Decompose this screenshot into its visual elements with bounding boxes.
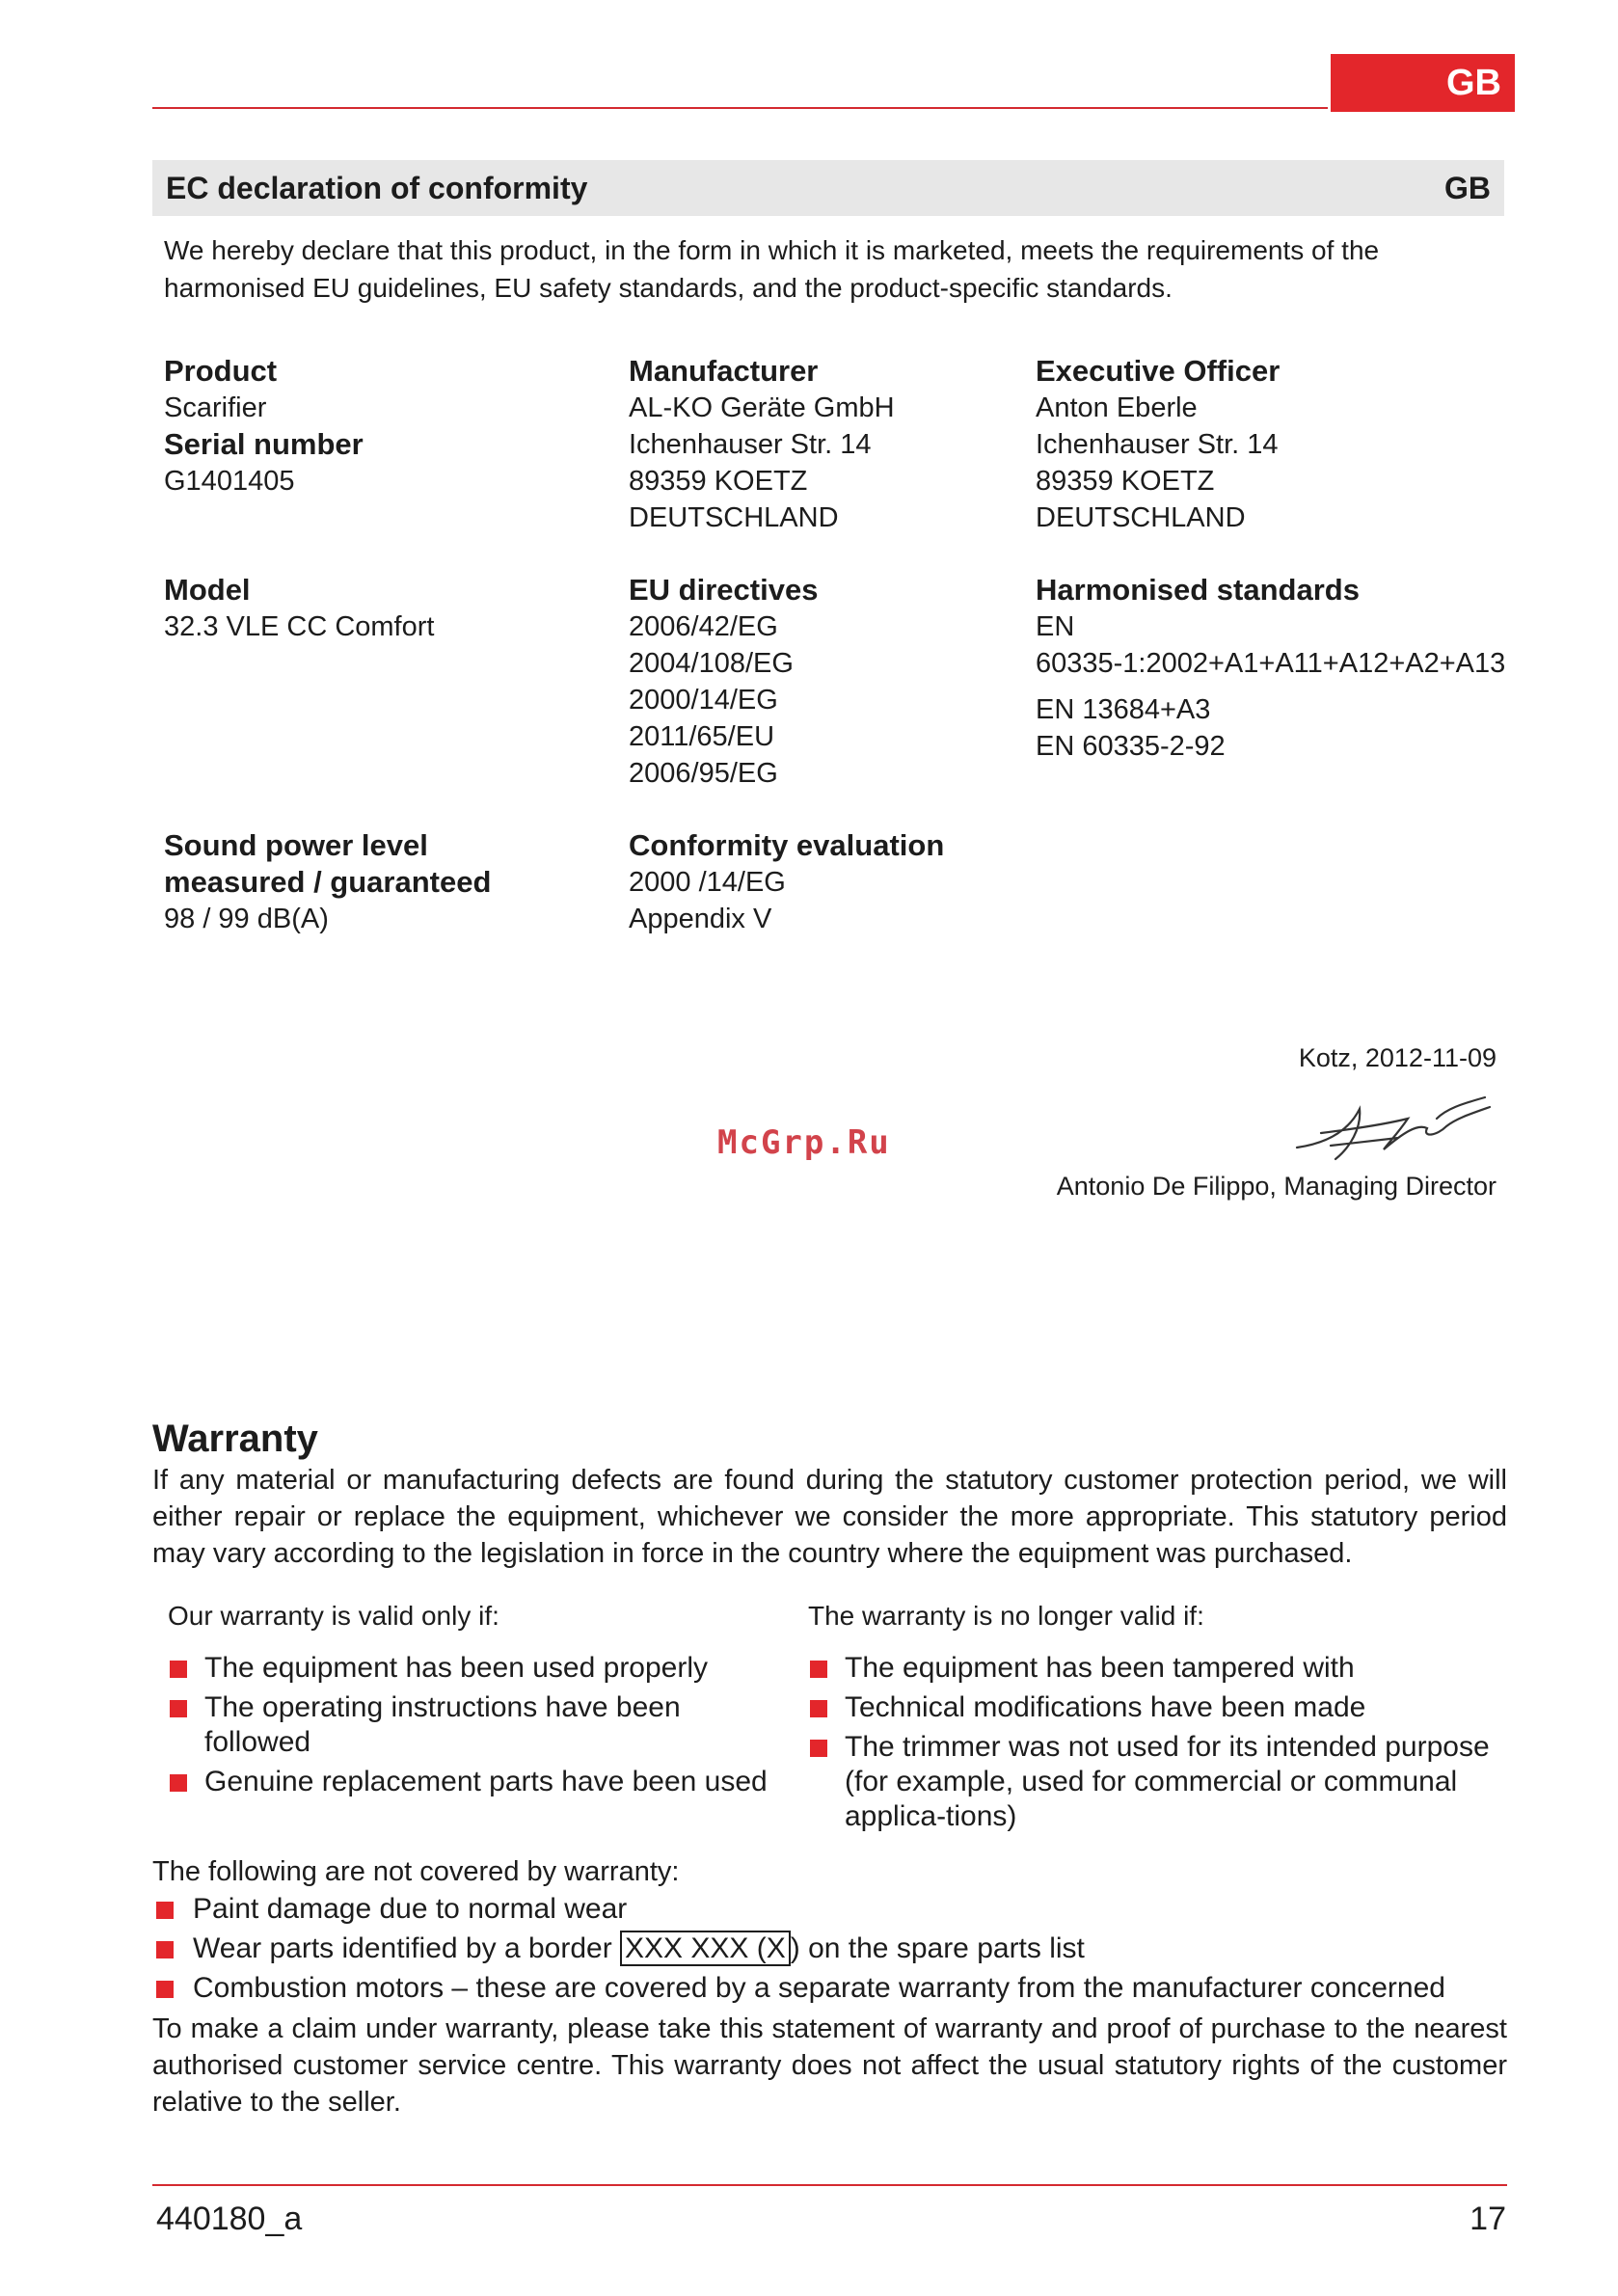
product-value: Scarifier (164, 392, 267, 423)
manufacturer-block (629, 353, 1082, 536)
standard-item: EN 60335-2-92 (1036, 731, 1226, 762)
manufacturer-line: DEUTSCHLAND (629, 502, 839, 533)
directives-block (629, 572, 1082, 792)
executive-label: Executive Officer (1036, 354, 1281, 388)
manufacturer-line: Ichenhauser Str. 14 (629, 429, 872, 460)
list-item: Combustion motors – these are covered by a separate warranty from the manufacturer concerned (152, 1971, 1507, 2006)
conformity-block (629, 827, 1082, 937)
standards-block (1036, 572, 1518, 765)
sound-label-1: Sound power level (164, 828, 428, 862)
standard-item: 60335-1:2002+A1+A11+A12+A2+A13 (1036, 648, 1506, 679)
invalid-column (808, 1601, 1522, 1839)
bullet-square-icon (156, 1941, 174, 1958)
serial-label: Serial number (164, 427, 364, 461)
list-item: The trimmer was not used for its intended purpose (for example, used for commercial or communal applica-tions) (808, 1730, 1522, 1834)
manufacturer-label: Manufacturer (629, 354, 819, 388)
ec-section-header (152, 160, 1504, 216)
bullet-square-icon (810, 1661, 827, 1678)
bullet-square-icon (170, 1774, 187, 1792)
ec-intro: We hereby declare that this product, in the form in which it is marketed, meets the requirements of the harmonised EU guidelines, EU safety standards, and the product-specific standards. (164, 235, 1380, 303)
warranty-text: If any material or manufacturing defects are found during the statutory customer protection period, we will either repair or replace the equipment, whichever we consider the more appropriate. This statutory period may vary according to the legislation in force in the country where the equipment was purchased. (152, 1465, 1507, 1569)
directive-item: 2006/95/EG (629, 758, 778, 789)
not-covered-heading: The following are not covered by warranty: (152, 1856, 680, 1887)
warranty-title: Warranty (152, 1418, 318, 1460)
sound-label-2: measured / guaranteed (164, 865, 492, 899)
conformity-line: 2000 /14/EG (629, 867, 786, 898)
sound-value: 98 / 99 dB(A) (164, 904, 329, 934)
bullet-square-icon (170, 1661, 187, 1678)
executive-line: Ichenhauser Str. 14 (1036, 429, 1279, 460)
standards-label: Harmonised standards (1036, 573, 1360, 607)
executive-line: Anton Eberle (1036, 392, 1198, 423)
bullet-square-icon (156, 1902, 174, 1919)
executive-line: 89359 KOETZ (1036, 466, 1215, 497)
sound-block (164, 827, 617, 937)
bullet-square-icon (810, 1740, 827, 1757)
list-item: The equipment has been tampered with (808, 1651, 1522, 1686)
list-item: Genuine replacement parts have been used (168, 1765, 785, 1799)
executive-block (1036, 353, 1489, 536)
product-label: Product (164, 354, 278, 388)
executive-line: DEUTSCHLAND (1036, 502, 1246, 533)
manufacturer-line: AL-KO Geräte GmbH (629, 392, 895, 423)
language-tab: GB (1331, 54, 1515, 112)
invalid-heading: The warranty is no longer valid if: (808, 1601, 1204, 1631)
document-id: 440180_a (156, 2201, 303, 2237)
model-label: Model (164, 573, 251, 607)
wear-part-border-example: XXX XXX (X (620, 1931, 791, 1966)
signatory: Antonio De Filippo, Managing Director (1056, 1172, 1497, 1201)
page-number: 17 (1470, 2201, 1506, 2237)
standard-item: EN (1036, 611, 1075, 642)
standard-item: EN 13684+A3 (1036, 694, 1211, 725)
bullet-square-icon (170, 1700, 187, 1717)
serial-value: G1401405 (164, 466, 295, 497)
valid-heading: Our warranty is valid only if: (168, 1601, 499, 1631)
directive-item: 2006/42/EG (629, 611, 778, 642)
directive-item: 2004/108/EG (629, 648, 794, 679)
place-date: Kotz, 2012-11-09 (1298, 1043, 1497, 1072)
list-item: Wear parts identified by a border XXX XXX (X ) on the spare parts list (152, 1931, 1507, 1966)
not-covered-section (152, 1853, 1507, 2120)
signature-image (1292, 1090, 1495, 1172)
list-item: Paint damage due to normal wear (152, 1892, 1507, 1927)
model-block (164, 572, 617, 645)
conformity-label: Conformity evaluation (629, 828, 945, 862)
ec-title-code: GB (1444, 171, 1491, 205)
watermark: McGrp.Ru (717, 1123, 891, 1162)
product-block (164, 353, 617, 500)
top-rule (152, 107, 1328, 109)
conformity-line: Appendix V (629, 904, 772, 934)
bottom-rule (152, 2184, 1507, 2186)
bullet-square-icon (810, 1700, 827, 1717)
warranty-claim-text: To make a claim under warranty, please take this statement of warranty and proof of purchase to the nearest authorised customer service centre. This warranty does not affect the usual statutory rights of the customer relative to the seller. (152, 2013, 1507, 2118)
bullet-square-icon (156, 1981, 174, 1998)
valid-column (168, 1601, 785, 1804)
ec-title: EC declaration of conformity (166, 171, 588, 205)
manufacturer-line: 89359 KOETZ (629, 466, 808, 497)
directive-item: 2000/14/EG (629, 685, 778, 716)
model-value: 32.3 VLE CC Comfort (164, 611, 435, 642)
list-item: Technical modifications have been made (808, 1690, 1522, 1725)
list-item: The operating instructions have been followed (168, 1690, 785, 1760)
directive-item: 2011/65/EU (629, 721, 775, 752)
directives-label: EU directives (629, 573, 819, 607)
list-item: The equipment has been used properly (168, 1651, 785, 1686)
